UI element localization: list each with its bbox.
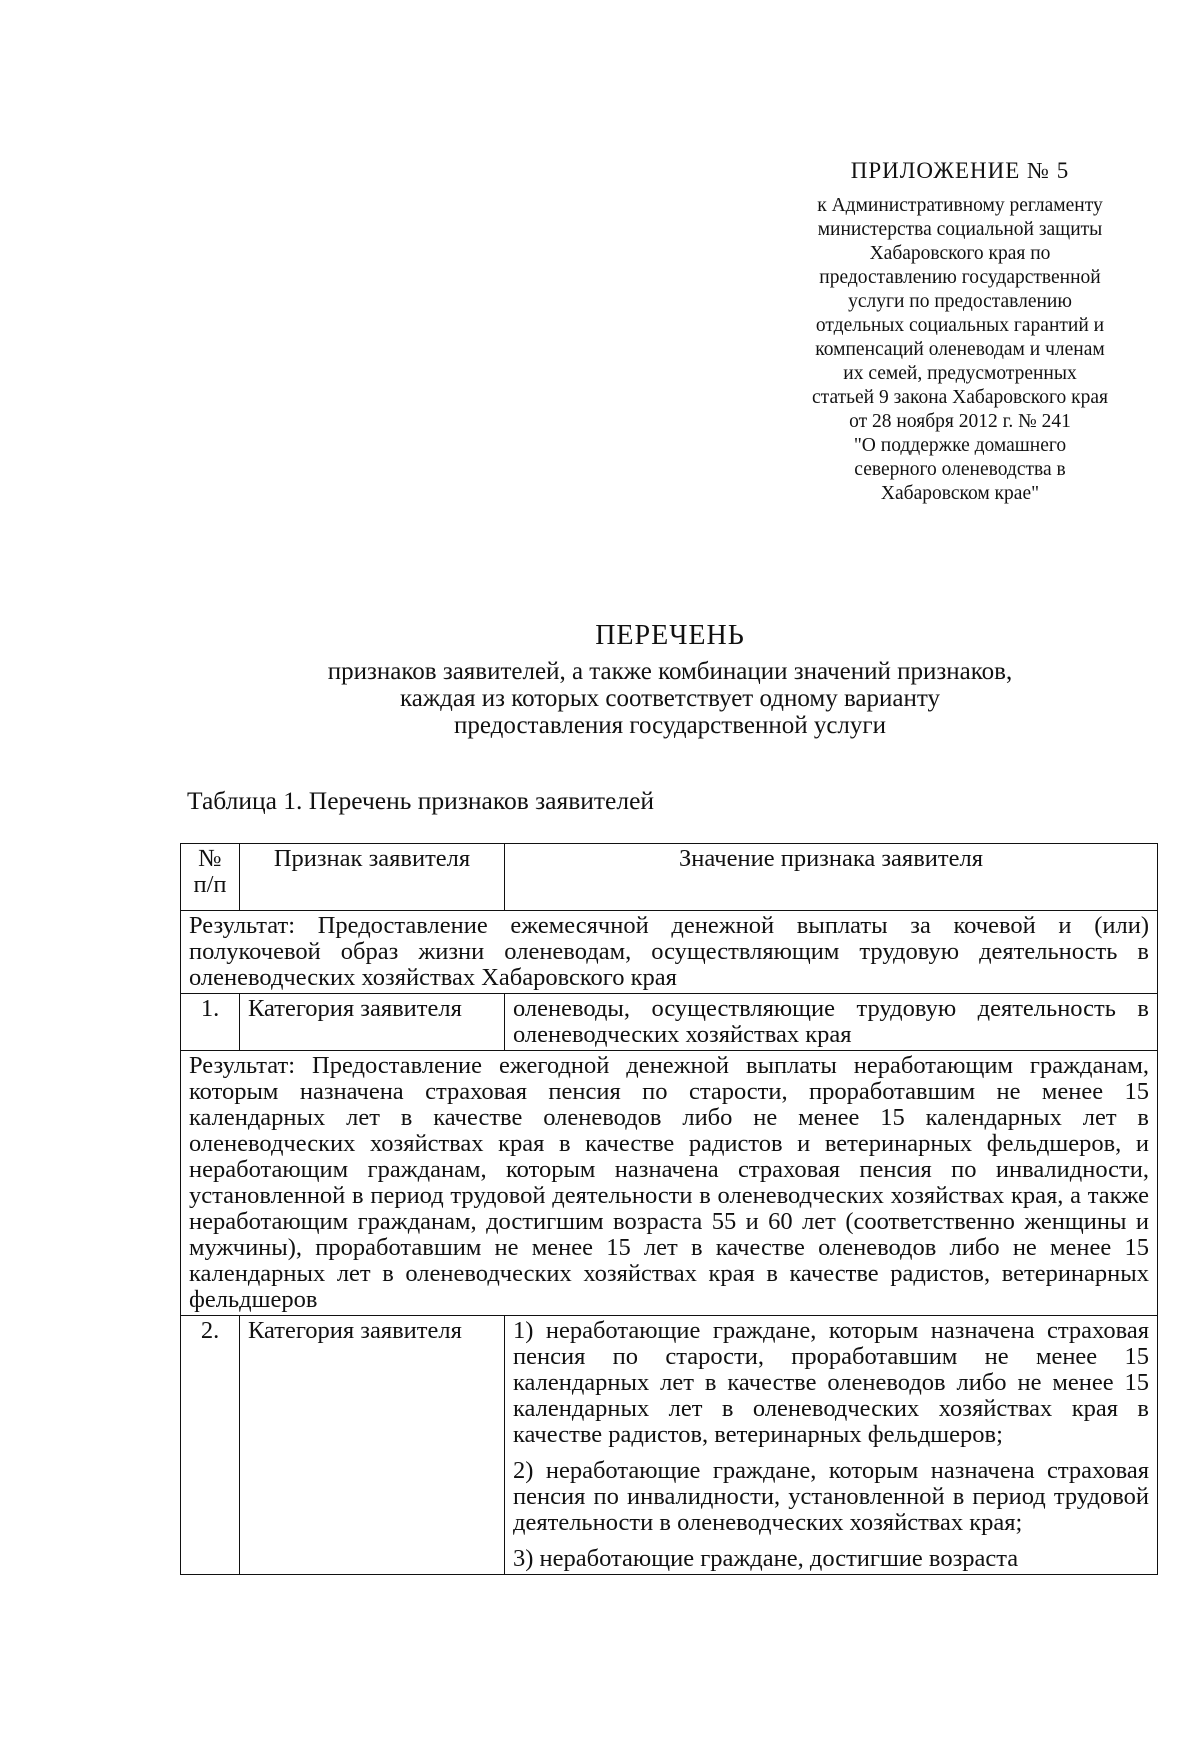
appendix-line: министерства социальной защиты: [817, 219, 1103, 240]
appendix-line: северного оленеводства в: [854, 459, 1066, 480]
document-heading: [200, 620, 1140, 739]
appendix-title: ПРИЛОЖЕНИЕ № 5: [850, 158, 1070, 183]
table-row: [181, 1316, 1158, 1575]
row-number: 2.: [181, 1316, 240, 1575]
table-header-row: [181, 844, 1158, 911]
appendix-line: Хабаровского края по: [869, 243, 1051, 264]
appendix-line: услуги по предоставлению: [848, 291, 1072, 312]
appendix-line: Хабаровском крае": [880, 483, 1040, 504]
appendix-line: "О поддержке домашнего: [853, 435, 1067, 456]
appendix-line: статьей 9 закона Хабаровского края: [812, 387, 1108, 408]
appendix-line: их семей, предусмотренных: [843, 363, 1077, 384]
appendix-line: от 28 ноября 2012 г. № 241: [849, 411, 1071, 432]
result-text: Результат: Предоставление ежегодной денежной выплаты неработающим гражданам, которым назначена страховая пенсия по старости, проработавшим не менее 15 календарных лет в качестве оленеводов либо не менее 15 календарных лет в оленеводческих хозяйствах края в качестве радистов и ветеринарных фельдшеров, и неработающим гражданам, которым назначена страховая пенсия по инвалидности, установленной в период трудовой деятельности в оленеводческих хозяйствах края, а также неработающим гражданам, достигшим возраста 55 и 60 лет (соответственно женщины и мужчины), проработавшим не менее 15 лет в качестве оленеводов либо не менее 15 календарных лет в оленеводческих хозяйствах края в качестве радистов, ветеринарных фельдшеров: [181, 1051, 1158, 1316]
document-subtitle-line: признаков заявителей, а также комбинации значений признаков,: [327, 658, 1013, 685]
document-subtitle-line: каждая из которых соответствует одному варианту: [400, 685, 940, 712]
value-list-item: 1) неработающие граждане, которым назначена страховая пенсия по старости, проработавшим не менее 15 календарных лет в качестве оленеводов либо не менее 15 календарных лет в оленеводческих хозяйствах края в качестве радистов, ветеринарных фельдшеров;: [513, 1317, 1149, 1448]
row-value-list: [505, 1316, 1158, 1575]
appendix-block: [760, 158, 1160, 506]
value-list-item: 2) неработающие граждане, которым назначена страховая пенсия по инвалидности, установленной в период трудовой деятельности в оленеводческих хозяйствах края;: [513, 1457, 1149, 1536]
header-num: № п/п: [181, 844, 240, 911]
table-result-row: [181, 1051, 1158, 1316]
value-list-item: 3) неработающие граждане, достигшие возраста: [513, 1545, 1019, 1572]
table-result-row: [181, 911, 1158, 994]
table-row: [181, 994, 1158, 1051]
row-number: 1.: [181, 994, 240, 1051]
appendix-line: к Административному регламенту: [817, 195, 1103, 216]
row-value: оленеводы, осуществляющие трудовую деятельность в оленеводческих хозяйствах края: [505, 994, 1158, 1051]
document-subtitle-line: предоставления государственной услуги: [453, 712, 887, 739]
header-value: Значение признака заявителя: [505, 844, 1158, 911]
row-sign: Категория заявителя: [240, 994, 505, 1051]
row-sign: Категория заявителя: [240, 1316, 505, 1575]
header-sign: Признак заявителя: [240, 844, 505, 911]
document-title: ПЕРЕЧЕНЬ: [595, 620, 745, 651]
appendix-line: компенсаций оленеводам и членам: [815, 339, 1105, 360]
result-text: Результат: Предоставление ежемесячной денежной выплаты за кочевой и (или) полукочевой образ жизни оленеводам, осуществляющим трудовую деятельность в оленеводческих хозяйствах Хабаровского края: [181, 911, 1158, 994]
appendix-line: отдельных социальных гарантий и: [815, 315, 1105, 336]
applicant-signs-table: [180, 843, 1158, 1575]
appendix-line: предоставлению государственной: [819, 267, 1101, 288]
table-caption: Таблица 1. Перечень признаков заявителей: [187, 786, 655, 815]
